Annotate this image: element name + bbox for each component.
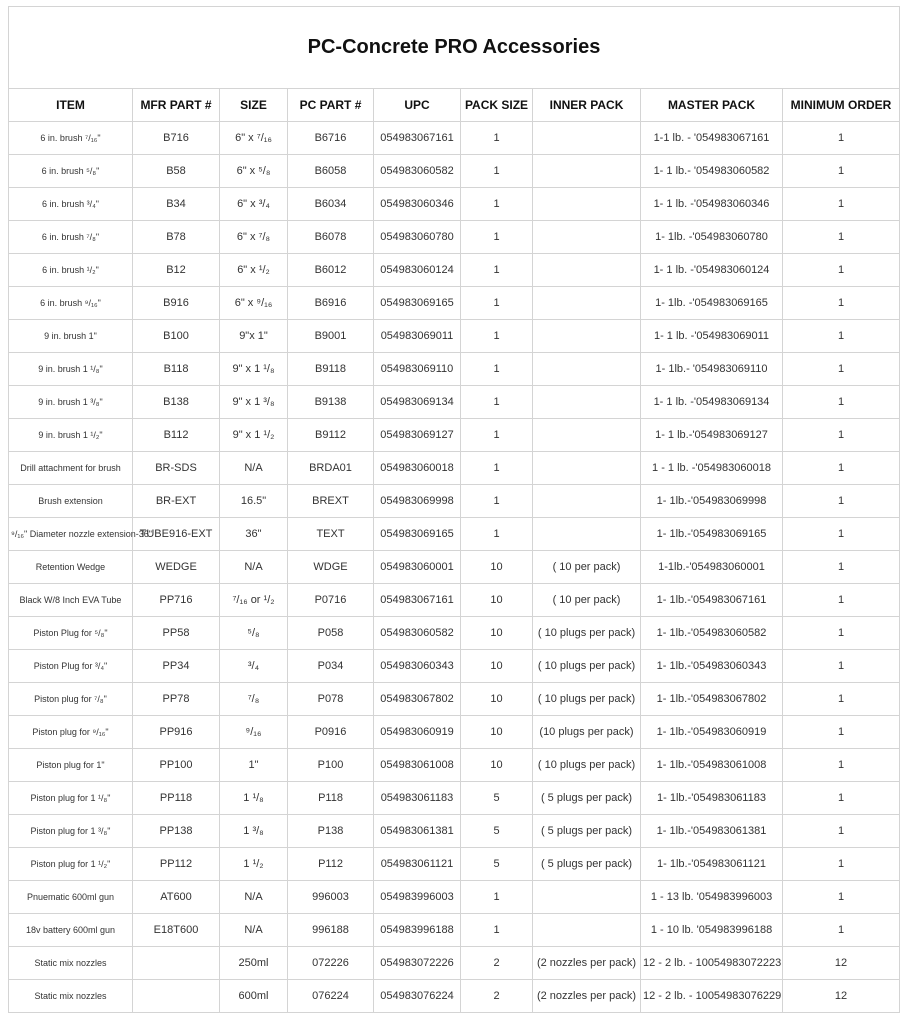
price-sheet (8, 6, 899, 1013)
cell-pc-part: B6058 (288, 155, 374, 188)
table-row (9, 716, 900, 749)
cell-master-pack: 1- 1lb.-'054983069998 (641, 485, 783, 518)
cell-master-pack: 1-1 lb. - '054983067161 (641, 122, 783, 155)
cell-mfr-part: PP100 (133, 749, 220, 782)
cell-minimum-order: 1 (783, 452, 900, 485)
cell-inner-pack: ( 5 plugs per pack) (533, 782, 641, 815)
cell-pc-part: P138 (288, 815, 374, 848)
cell-size: 6" x ¹/₂ (220, 254, 288, 287)
column-header-upc: UPC (374, 89, 461, 122)
cell-minimum-order: 1 (783, 914, 900, 947)
cell-master-pack: 1- 1lb. -'054983069165 (641, 287, 783, 320)
cell-inner-pack (533, 122, 641, 155)
cell-minimum-order: 1 (783, 419, 900, 452)
cell-upc: 054983060343 (374, 650, 461, 683)
cell-item: Static mix nozzles (9, 980, 133, 1013)
cell-item: Piston plug for 1 ¹/₈" (9, 782, 133, 815)
cell-inner-pack: ( 10 per pack) (533, 584, 641, 617)
cell-item: Static mix nozzles (9, 947, 133, 980)
cell-master-pack: 12 - 2 lb. - 10054983076229 (641, 980, 783, 1013)
table-row (9, 386, 900, 419)
cell-inner-pack: ( 5 plugs per pack) (533, 848, 641, 881)
cell-pack-size: 10 (461, 650, 533, 683)
cell-master-pack: 1 - 10 lb. '054983996188 (641, 914, 783, 947)
cell-size: 9" x 1 ¹/₈ (220, 353, 288, 386)
cell-pc-part: P0916 (288, 716, 374, 749)
cell-upc: 054983067161 (374, 122, 461, 155)
cell-master-pack: 1- 1 lb. -'054983069134 (641, 386, 783, 419)
cell-upc: 054983996188 (374, 914, 461, 947)
cell-upc: 054983069011 (374, 320, 461, 353)
cell-mfr-part (133, 947, 220, 980)
cell-size: ⁵/₈ (220, 617, 288, 650)
cell-mfr-part: PP716 (133, 584, 220, 617)
cell-inner-pack (533, 353, 641, 386)
table-row (9, 914, 900, 947)
cell-master-pack: 1 - 1 lb. -'054983060018 (641, 452, 783, 485)
cell-master-pack: 1- 1lb.-'054983067802 (641, 683, 783, 716)
cell-inner-pack: ( 5 plugs per pack) (533, 815, 641, 848)
cell-pack-size: 10 (461, 749, 533, 782)
table-row (9, 947, 900, 980)
cell-master-pack: 1- 1lb.- '054983069110 (641, 353, 783, 386)
cell-inner-pack: (2 nozzles per pack) (533, 980, 641, 1013)
cell-size: 6" x ⁵/₈ (220, 155, 288, 188)
cell-mfr-part: PP58 (133, 617, 220, 650)
cell-mfr-part (133, 980, 220, 1013)
cell-pc-part: 076224 (288, 980, 374, 1013)
cell-upc: 054983061121 (374, 848, 461, 881)
table-row (9, 353, 900, 386)
cell-item: Black W/8 Inch EVA Tube (9, 584, 133, 617)
cell-item: Piston Plug for ³/₄" (9, 650, 133, 683)
cell-upc: 054983060001 (374, 551, 461, 584)
cell-size: 6" x ⁹/₁₆ (220, 287, 288, 320)
cell-item: Pnuematic 600ml gun (9, 881, 133, 914)
cell-minimum-order: 1 (783, 683, 900, 716)
cell-mfr-part: B112 (133, 419, 220, 452)
cell-inner-pack (533, 320, 641, 353)
cell-pc-part: P118 (288, 782, 374, 815)
table-row (9, 287, 900, 320)
cell-item: Piston plug for 1" (9, 749, 133, 782)
cell-minimum-order: 1 (783, 353, 900, 386)
cell-item: Piston plug for ⁷/₈" (9, 683, 133, 716)
cell-mfr-part: PP78 (133, 683, 220, 716)
cell-mfr-part: PP118 (133, 782, 220, 815)
cell-upc: 054983069998 (374, 485, 461, 518)
cell-pc-part: B6034 (288, 188, 374, 221)
table-row (9, 155, 900, 188)
cell-upc: 054983061381 (374, 815, 461, 848)
cell-pc-part: P058 (288, 617, 374, 650)
cell-item: Piston plug for 1 ³/₈" (9, 815, 133, 848)
cell-pack-size: 1 (461, 452, 533, 485)
table-row (9, 320, 900, 353)
cell-inner-pack: ( 10 plugs per pack) (533, 749, 641, 782)
cell-pack-size: 1 (461, 320, 533, 353)
cell-inner-pack (533, 188, 641, 221)
cell-minimum-order: 1 (783, 518, 900, 551)
cell-size: ⁷/₈ (220, 683, 288, 716)
cell-item: Piston plug for 1 ¹/₂" (9, 848, 133, 881)
cell-master-pack: 1- 1 lb.-'054983069127 (641, 419, 783, 452)
cell-master-pack: 1- 1 lb.- '054983060582 (641, 155, 783, 188)
cell-pack-size: 2 (461, 947, 533, 980)
cell-size: 9"x 1" (220, 320, 288, 353)
cell-pc-part: B6012 (288, 254, 374, 287)
table-row (9, 749, 900, 782)
cell-pc-part: P078 (288, 683, 374, 716)
cell-size: N/A (220, 551, 288, 584)
cell-pack-size: 1 (461, 386, 533, 419)
cell-item: 9 in. brush 1" (9, 320, 133, 353)
cell-minimum-order: 1 (783, 617, 900, 650)
cell-pack-size: 10 (461, 584, 533, 617)
cell-size: 1 ¹/₈ (220, 782, 288, 815)
cell-minimum-order: 1 (783, 584, 900, 617)
cell-upc: 054983060124 (374, 254, 461, 287)
table-row (9, 782, 900, 815)
cell-item: 18v battery 600ml gun (9, 914, 133, 947)
table-row (9, 254, 900, 287)
cell-pack-size: 1 (461, 518, 533, 551)
cell-master-pack: 1- 1lb. -'054983060780 (641, 221, 783, 254)
cell-upc: 054983060582 (374, 155, 461, 188)
cell-size: 9" x 1 ¹/₂ (220, 419, 288, 452)
cell-master-pack: 1- 1lb.-'054983067161 (641, 584, 783, 617)
cell-item: 6 in. brush ¹/₂" (9, 254, 133, 287)
cell-pack-size: 1 (461, 122, 533, 155)
cell-minimum-order: 1 (783, 716, 900, 749)
table-row (9, 485, 900, 518)
cell-size: 9" x 1 ³/₈ (220, 386, 288, 419)
cell-mfr-part: WEDGE (133, 551, 220, 584)
cell-pack-size: 5 (461, 815, 533, 848)
table-row (9, 551, 900, 584)
cell-size: 1" (220, 749, 288, 782)
cell-upc: 054983076224 (374, 980, 461, 1013)
cell-pc-part: P112 (288, 848, 374, 881)
cell-upc: 054983069110 (374, 353, 461, 386)
cell-upc: 054983996003 (374, 881, 461, 914)
table-body (9, 122, 900, 1013)
cell-item: Piston plug for ⁹/₁₆" (9, 716, 133, 749)
cell-item: 6 in. brush ⁷/₁₆" (9, 122, 133, 155)
cell-inner-pack: ( 10 plugs per pack) (533, 617, 641, 650)
cell-mfr-part: PP34 (133, 650, 220, 683)
cell-minimum-order: 1 (783, 749, 900, 782)
cell-master-pack: 1- 1lb.-'054983061183 (641, 782, 783, 815)
cell-pack-size: 10 (461, 683, 533, 716)
cell-upc: 054983060780 (374, 221, 461, 254)
cell-pc-part: B9118 (288, 353, 374, 386)
cell-size: 250ml (220, 947, 288, 980)
cell-minimum-order: 1 (783, 254, 900, 287)
cell-size: 36" (220, 518, 288, 551)
cell-pack-size: 1 (461, 419, 533, 452)
column-header-item: ITEM (9, 89, 133, 122)
cell-size: 6" x ⁷/₁₆ (220, 122, 288, 155)
column-header-inner-pack: INNER PACK (533, 89, 641, 122)
table-row (9, 683, 900, 716)
cell-pc-part: TEXT (288, 518, 374, 551)
cell-item: 6 in. brush ³/₄" (9, 188, 133, 221)
cell-size: N/A (220, 881, 288, 914)
cell-item: Piston Plug for ⁵/₈" (9, 617, 133, 650)
cell-pc-part: P0716 (288, 584, 374, 617)
cell-upc: 054983069127 (374, 419, 461, 452)
cell-mfr-part: AT600 (133, 881, 220, 914)
cell-master-pack: 1 - 13 lb. '054983996003 (641, 881, 783, 914)
cell-mfr-part: PP916 (133, 716, 220, 749)
cell-inner-pack: ( 10 plugs per pack) (533, 650, 641, 683)
cell-pack-size: 10 (461, 551, 533, 584)
table-row (9, 188, 900, 221)
table-row (9, 221, 900, 254)
cell-mfr-part: BR-SDS (133, 452, 220, 485)
cell-pack-size: 10 (461, 716, 533, 749)
cell-item: ⁹/₁₆" Diameter nozzle extension-36" (9, 518, 133, 551)
table-row (9, 617, 900, 650)
cell-master-pack: 1- 1lb.-'054983060919 (641, 716, 783, 749)
accessories-table (8, 6, 900, 1013)
cell-master-pack: 1- 1lb.-'054983060582 (641, 617, 783, 650)
cell-size: ³/₄ (220, 650, 288, 683)
cell-inner-pack (533, 452, 641, 485)
cell-size: 1 ³/₈ (220, 815, 288, 848)
cell-inner-pack: ( 10 per pack) (533, 551, 641, 584)
table-row (9, 815, 900, 848)
cell-inner-pack (533, 221, 641, 254)
cell-size: 600ml (220, 980, 288, 1013)
cell-pack-size: 1 (461, 287, 533, 320)
cell-pc-part: BREXT (288, 485, 374, 518)
cell-minimum-order: 1 (783, 815, 900, 848)
cell-inner-pack (533, 518, 641, 551)
cell-minimum-order: 1 (783, 848, 900, 881)
cell-master-pack: 1- 1lb.-'054983061381 (641, 815, 783, 848)
cell-minimum-order: 1 (783, 122, 900, 155)
cell-upc: 054983060346 (374, 188, 461, 221)
table-row (9, 419, 900, 452)
cell-mfr-part: E18T600 (133, 914, 220, 947)
cell-size: 1 ¹/₂ (220, 848, 288, 881)
cell-minimum-order: 1 (783, 551, 900, 584)
cell-minimum-order: 1 (783, 881, 900, 914)
cell-mfr-part: TUBE916-EXT (133, 518, 220, 551)
cell-pack-size: 1 (461, 485, 533, 518)
cell-mfr-part: B78 (133, 221, 220, 254)
column-header-minimum-order: MINIMUM ORDER (783, 89, 900, 122)
cell-pc-part: B9001 (288, 320, 374, 353)
cell-item: Drill attachment for brush (9, 452, 133, 485)
cell-mfr-part: BR-EXT (133, 485, 220, 518)
cell-inner-pack (533, 914, 641, 947)
cell-pc-part: B6916 (288, 287, 374, 320)
cell-inner-pack (533, 881, 641, 914)
cell-minimum-order: 1 (783, 320, 900, 353)
cell-pack-size: 1 (461, 155, 533, 188)
cell-inner-pack: ( 10 plugs per pack) (533, 683, 641, 716)
cell-mfr-part: B716 (133, 122, 220, 155)
cell-pc-part: P034 (288, 650, 374, 683)
cell-pc-part: B6078 (288, 221, 374, 254)
cell-minimum-order: 1 (783, 386, 900, 419)
page-title: PC-Concrete PRO Accessories (9, 7, 900, 89)
cell-pack-size: 1 (461, 254, 533, 287)
cell-pc-part: 996003 (288, 881, 374, 914)
cell-upc: 054983069134 (374, 386, 461, 419)
cell-pc-part: BRDA01 (288, 452, 374, 485)
cell-minimum-order: 1 (783, 188, 900, 221)
cell-mfr-part: B34 (133, 188, 220, 221)
table-row (9, 584, 900, 617)
cell-minimum-order: 1 (783, 287, 900, 320)
cell-size: ⁷/₁₆ or ¹/₂ (220, 584, 288, 617)
cell-pack-size: 1 (461, 188, 533, 221)
cell-master-pack: 1- 1 lb. -'054983069011 (641, 320, 783, 353)
cell-size: 6" x ⁷/₈ (220, 221, 288, 254)
cell-mfr-part: B916 (133, 287, 220, 320)
table-row (9, 650, 900, 683)
cell-item: 6 in. brush ⁷/₈" (9, 221, 133, 254)
cell-pack-size: 1 (461, 881, 533, 914)
cell-pack-size: 5 (461, 782, 533, 815)
cell-upc: 054983072226 (374, 947, 461, 980)
cell-pack-size: 1 (461, 353, 533, 386)
cell-master-pack: 1- 1lb.-'054983069165 (641, 518, 783, 551)
cell-master-pack: 1-1lb.-'054983060001 (641, 551, 783, 584)
cell-upc: 054983069165 (374, 518, 461, 551)
cell-upc: 054983067802 (374, 683, 461, 716)
cell-minimum-order: 1 (783, 155, 900, 188)
cell-upc: 054983061008 (374, 749, 461, 782)
cell-master-pack: 1- 1lb.-'054983061121 (641, 848, 783, 881)
cell-mfr-part: B12 (133, 254, 220, 287)
cell-pc-part: 072226 (288, 947, 374, 980)
cell-pack-size: 1 (461, 914, 533, 947)
cell-minimum-order: 1 (783, 485, 900, 518)
table-row (9, 452, 900, 485)
cell-inner-pack (533, 485, 641, 518)
column-header-mfr-part: MFR PART # (133, 89, 220, 122)
cell-mfr-part: PP138 (133, 815, 220, 848)
cell-item: 6 in. brush ⁹/₁₆" (9, 287, 133, 320)
cell-upc: 054983067161 (374, 584, 461, 617)
cell-upc: 054983060919 (374, 716, 461, 749)
cell-size: 16.5" (220, 485, 288, 518)
cell-item: 9 in. brush 1 ³/₈" (9, 386, 133, 419)
cell-pc-part: B9112 (288, 419, 374, 452)
cell-minimum-order: 12 (783, 980, 900, 1013)
cell-item: Retention Wedge (9, 551, 133, 584)
column-header-master-pack: MASTER PACK (641, 89, 783, 122)
table-row (9, 848, 900, 881)
cell-pack-size: 5 (461, 848, 533, 881)
cell-mfr-part: B118 (133, 353, 220, 386)
cell-mfr-part: PP112 (133, 848, 220, 881)
cell-mfr-part: B100 (133, 320, 220, 353)
cell-master-pack: 12 - 2 lb. - 10054983072223 (641, 947, 783, 980)
column-header-size: SIZE (220, 89, 288, 122)
table-header-row (9, 89, 900, 122)
cell-mfr-part: B58 (133, 155, 220, 188)
column-header-pc-part: PC PART # (288, 89, 374, 122)
cell-upc: 054983060018 (374, 452, 461, 485)
cell-pc-part: 996188 (288, 914, 374, 947)
cell-inner-pack (533, 419, 641, 452)
cell-item: Brush extension (9, 485, 133, 518)
cell-upc: 054983069165 (374, 287, 461, 320)
cell-master-pack: 1- 1 lb. -'054983060346 (641, 188, 783, 221)
table-row (9, 881, 900, 914)
cell-pc-part: B6716 (288, 122, 374, 155)
cell-size: N/A (220, 914, 288, 947)
table-row (9, 980, 900, 1013)
cell-pc-part: WDGE (288, 551, 374, 584)
cell-upc: 054983060582 (374, 617, 461, 650)
cell-minimum-order: 12 (783, 947, 900, 980)
cell-item: 6 in. brush ⁵/₈" (9, 155, 133, 188)
cell-size: N/A (220, 452, 288, 485)
table-row (9, 122, 900, 155)
cell-pc-part: B9138 (288, 386, 374, 419)
cell-inner-pack (533, 155, 641, 188)
cell-inner-pack: (10 plugs per pack) (533, 716, 641, 749)
cell-inner-pack: (2 nozzles per pack) (533, 947, 641, 980)
cell-pack-size: 1 (461, 221, 533, 254)
cell-size: ⁹/₁₆ (220, 716, 288, 749)
cell-pack-size: 10 (461, 617, 533, 650)
cell-pack-size: 2 (461, 980, 533, 1013)
cell-minimum-order: 1 (783, 650, 900, 683)
cell-inner-pack (533, 254, 641, 287)
cell-minimum-order: 1 (783, 782, 900, 815)
cell-size: 6" x ³/₄ (220, 188, 288, 221)
cell-mfr-part: B138 (133, 386, 220, 419)
cell-pc-part: P100 (288, 749, 374, 782)
cell-inner-pack (533, 386, 641, 419)
cell-minimum-order: 1 (783, 221, 900, 254)
cell-upc: 054983061183 (374, 782, 461, 815)
cell-inner-pack (533, 287, 641, 320)
cell-item: 9 in. brush 1 ¹/₂" (9, 419, 133, 452)
cell-master-pack: 1- 1lb.-'054983060343 (641, 650, 783, 683)
cell-item: 9 in. brush 1 ¹/₈" (9, 353, 133, 386)
column-header-pack-size: PACK SIZE (461, 89, 533, 122)
cell-master-pack: 1- 1lb.-'054983061008 (641, 749, 783, 782)
cell-master-pack: 1- 1 lb. -'054983060124 (641, 254, 783, 287)
table-row (9, 518, 900, 551)
